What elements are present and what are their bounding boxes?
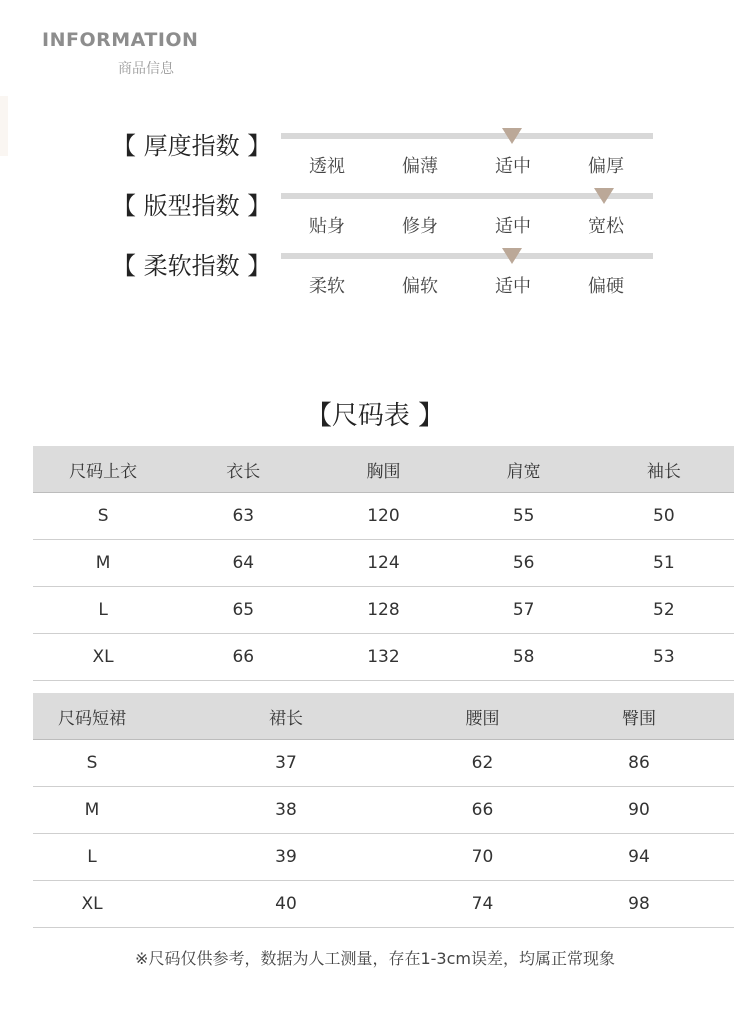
index-option: 贴身 (309, 216, 345, 237)
index-label: 【 厚度指数 】 (112, 132, 272, 160)
table-row (33, 787, 734, 834)
index-bar (281, 253, 653, 259)
table-cell: S (33, 493, 173, 540)
table-row (33, 493, 734, 540)
table-cell: XL (33, 881, 151, 928)
table-cell: 66 (173, 634, 313, 681)
table-cell: 64 (173, 540, 313, 587)
table-cell: 50 (594, 493, 734, 540)
table-cell: 120 (313, 493, 453, 540)
table-cell: 56 (454, 540, 594, 587)
column-header: 衣长 (173, 446, 313, 493)
index-option: 适中 (495, 156, 531, 177)
column-header: 袖长 (594, 446, 734, 493)
table-cell: 55 (454, 493, 594, 540)
table-cell: L (33, 587, 173, 634)
table-cell: L (33, 834, 151, 881)
index-option: 修身 (402, 216, 438, 237)
index-label: 【 柔软指数 】 (112, 252, 272, 280)
table-cell: 62 (421, 740, 544, 787)
table-cell: 52 (594, 587, 734, 634)
table-cell: 124 (313, 540, 453, 587)
index-option: 偏硬 (588, 276, 624, 297)
index-bar (281, 133, 653, 139)
table-header-row (33, 446, 734, 493)
column-header: 胸围 (313, 446, 453, 493)
table-cell: 39 (151, 834, 421, 881)
table-cell: 98 (544, 881, 734, 928)
index-option: 柔软 (309, 276, 345, 297)
table-cell: XL (33, 634, 173, 681)
table-cell: 66 (421, 787, 544, 834)
table-cell: 65 (173, 587, 313, 634)
table-cell: 86 (544, 740, 734, 787)
table-header-row (33, 693, 734, 740)
table-cell: 51 (594, 540, 734, 587)
table-cell: 132 (313, 634, 453, 681)
table-cell: 58 (454, 634, 594, 681)
table-cell: 57 (454, 587, 594, 634)
index-marker-icon (502, 128, 522, 144)
tops-size-table (33, 446, 734, 681)
index-label: 【 版型指数 】 (112, 192, 272, 220)
index-marker-icon (594, 188, 614, 204)
column-header: 腰围 (421, 693, 544, 740)
column-header: 尺码上衣 (33, 446, 173, 493)
section-title-en: INFORMATION (42, 29, 199, 51)
table-row (33, 587, 734, 634)
index-option: 适中 (495, 276, 531, 297)
index-thickness (0, 126, 750, 186)
measurement-note: ※尺码仅供参考，数据为人工测量，存在1-3cm误差，均属正常现象 (135, 949, 615, 968)
index-fit (0, 186, 750, 246)
index-option: 偏厚 (588, 156, 624, 177)
table-cell: 74 (421, 881, 544, 928)
table-row (33, 540, 734, 587)
table-cell: 37 (151, 740, 421, 787)
column-header: 裙长 (151, 693, 421, 740)
table-cell: 53 (594, 634, 734, 681)
table-cell: 38 (151, 787, 421, 834)
table-cell: M (33, 540, 173, 587)
table-cell: 94 (544, 834, 734, 881)
table-row (33, 634, 734, 681)
index-option: 透视 (309, 156, 345, 177)
table-cell: 63 (173, 493, 313, 540)
table-cell: M (33, 787, 151, 834)
table-cell: 70 (421, 834, 544, 881)
index-option: 偏薄 (402, 156, 438, 177)
index-softness (0, 246, 750, 306)
index-option: 宽松 (588, 216, 624, 237)
table-row (33, 834, 734, 881)
index-marker-icon (502, 248, 522, 264)
column-header: 尺码短裙 (33, 693, 151, 740)
table-cell: S (33, 740, 151, 787)
table-row (33, 881, 734, 928)
skirt-size-table (33, 693, 734, 928)
table-row (33, 740, 734, 787)
size-chart-title: 【尺码表 】 (305, 401, 445, 431)
index-option: 适中 (495, 216, 531, 237)
table-cell: 90 (544, 787, 734, 834)
table-cell: 128 (313, 587, 453, 634)
table-cell: 40 (151, 881, 421, 928)
column-header: 肩宽 (454, 446, 594, 493)
column-header: 臀围 (544, 693, 734, 740)
section-title-cn: 商品信息 (118, 61, 174, 77)
index-option: 偏软 (402, 276, 438, 297)
